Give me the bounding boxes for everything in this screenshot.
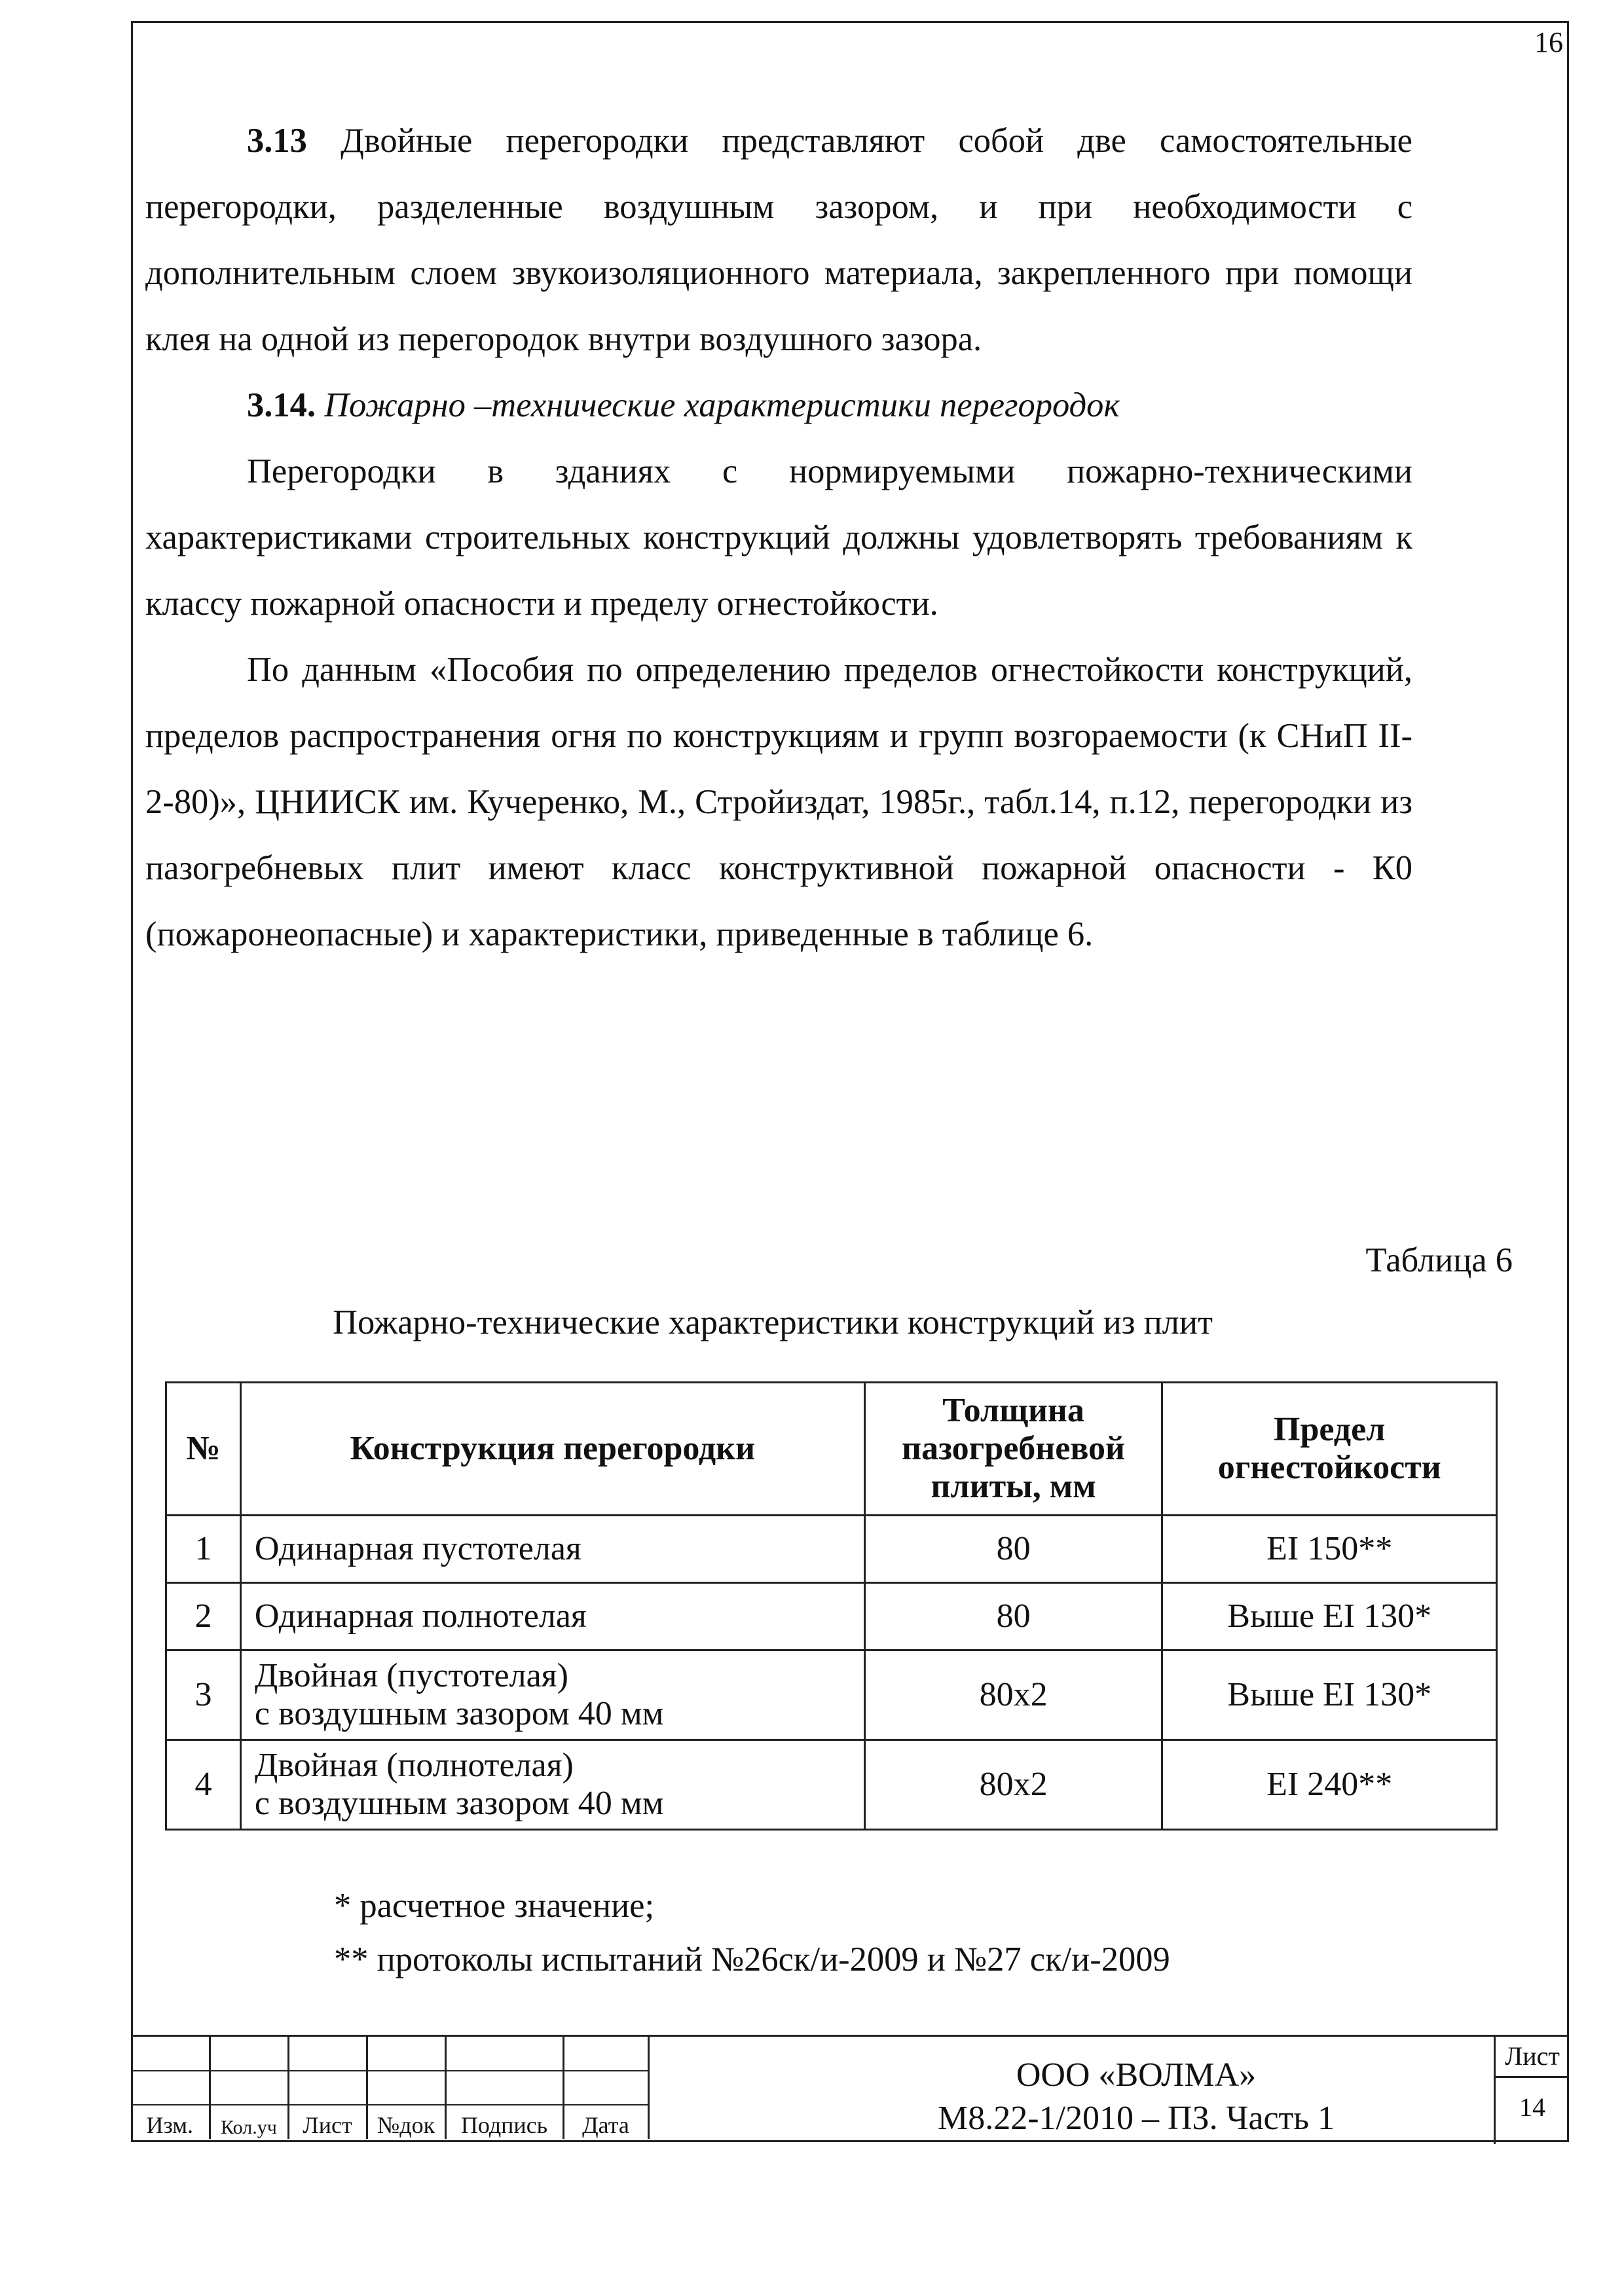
col-label: Лист bbox=[288, 2105, 367, 2139]
revision-header-row bbox=[131, 2105, 648, 2139]
table-header-row bbox=[166, 1383, 1497, 1516]
table-title: Пожарно-технические характеристики конструкций из плит bbox=[333, 1303, 1213, 1341]
heading-3-14 bbox=[145, 373, 1412, 439]
section-text: Двойные перегородки представляют собой две самостоятельные перегородки, разделенные воздушным зазором, и при необходимости с дополнительным слоем звукоизоляционного материала, закрепленного при помощи клея на одной из перегородок внутри воздушного зазора. bbox=[145, 122, 1412, 358]
construction-line: Двойная (пустотелая) bbox=[254, 1657, 568, 1694]
header-construction: Конструкция перегородки bbox=[240, 1383, 864, 1516]
fire-characteristics-table bbox=[165, 1381, 1498, 1831]
col-label: Дата bbox=[563, 2105, 648, 2139]
col-label: Подпись bbox=[445, 2105, 563, 2139]
stamp-org bbox=[648, 2054, 1624, 2140]
table-row bbox=[166, 1583, 1497, 1650]
cell-limit: EI 240** bbox=[1162, 1740, 1497, 1830]
paragraph-3-14-a: Перегородки в зданиях с нормируемыми пожарно-техническими характеристиками строительных конструкций должны удовлетворять требованиям к классу пожарной опасности и пределу огнестойкости. bbox=[145, 452, 1412, 623]
revision-table bbox=[131, 2037, 650, 2139]
construction-line: Одинарная пустотелая bbox=[254, 1530, 581, 1567]
col-label: Изм. bbox=[131, 2105, 210, 2139]
cell-thickness: 80x2 bbox=[864, 1740, 1162, 1830]
section-number: 3.14. bbox=[247, 386, 316, 424]
col-label: Кол.уч bbox=[210, 2105, 288, 2139]
sheet-number: 14 bbox=[1519, 2092, 1545, 2122]
cell-construction bbox=[240, 1650, 864, 1740]
cell-limit: Выше EI 130* bbox=[1162, 1650, 1497, 1740]
construction-line: Одинарная полнотелая bbox=[254, 1597, 587, 1635]
paragraph-3-14-b: По данным «Пособия по определению пределов огнестойкости конструкций, пределов распространения огня по конструкциям и групп возгораемости (к СНиП II-2-80)», ЦНИИСК им. Кучеренко, М., Стройиздат, 1985г., табл.14, п.12, перегородки из пазогребневых плит имеют класс конструктивной пожарной опасности - К0 (пожаронеопасные) и характеристики, приведенные в таблице 6. bbox=[145, 651, 1412, 953]
body-text bbox=[145, 108, 1412, 968]
footnotes bbox=[334, 1879, 1170, 1986]
cell-thickness: 80x2 bbox=[864, 1650, 1162, 1740]
paragraph-3-13 bbox=[145, 108, 1412, 373]
footnote-2: ** протоколы испытаний №26ск/и-2009 и №27 ск/и-2009 bbox=[334, 1941, 1170, 1978]
cell-num: 2 bbox=[166, 1583, 241, 1650]
cell-limit: EI 150** bbox=[1162, 1516, 1497, 1583]
page-number-corner: 16 bbox=[1534, 26, 1563, 58]
construction-line: с воздушным зазором 40 мм bbox=[254, 1695, 664, 1732]
header-num: № bbox=[166, 1383, 241, 1516]
cell-construction bbox=[240, 1583, 864, 1650]
construction-line: Двойная (полнотелая) bbox=[254, 1747, 574, 1784]
header-thickness: Толщина пазогребневой плиты, мм bbox=[864, 1383, 1162, 1516]
cell-num: 4 bbox=[166, 1740, 241, 1830]
cell-thickness: 80 bbox=[864, 1516, 1162, 1583]
table-label: Таблица 6 bbox=[1365, 1241, 1513, 1279]
header-limit: Предел огнестойкости bbox=[1162, 1383, 1497, 1516]
footnote-1: * расчетное значение; bbox=[334, 1887, 655, 1925]
table-row bbox=[166, 1740, 1497, 1830]
title-block bbox=[131, 2035, 1569, 2144]
section-title: Пожарно –технические характеристики перегородок bbox=[324, 386, 1120, 424]
cell-num: 3 bbox=[166, 1650, 241, 1740]
cell-construction bbox=[240, 1740, 864, 1830]
document-code: М8.22-1/2010 – ПЗ. Часть 1 bbox=[938, 2100, 1335, 2137]
cell-num: 1 bbox=[166, 1516, 241, 1583]
cell-thickness: 80 bbox=[864, 1583, 1162, 1650]
table-row bbox=[166, 1650, 1497, 1740]
sheet-box bbox=[1494, 2037, 1569, 2144]
cell-limit: Выше EI 130* bbox=[1162, 1583, 1497, 1650]
col-label: №док bbox=[367, 2105, 445, 2139]
sheet-label: Лист bbox=[1496, 2037, 1569, 2078]
construction-line: с воздушным зазором 40 мм bbox=[254, 1785, 664, 1822]
table-row bbox=[166, 1516, 1497, 1583]
organization-name: ООО «ВОЛМА» bbox=[1016, 2056, 1257, 2094]
section-number: 3.13 bbox=[247, 122, 307, 160]
cell-construction bbox=[240, 1516, 864, 1583]
